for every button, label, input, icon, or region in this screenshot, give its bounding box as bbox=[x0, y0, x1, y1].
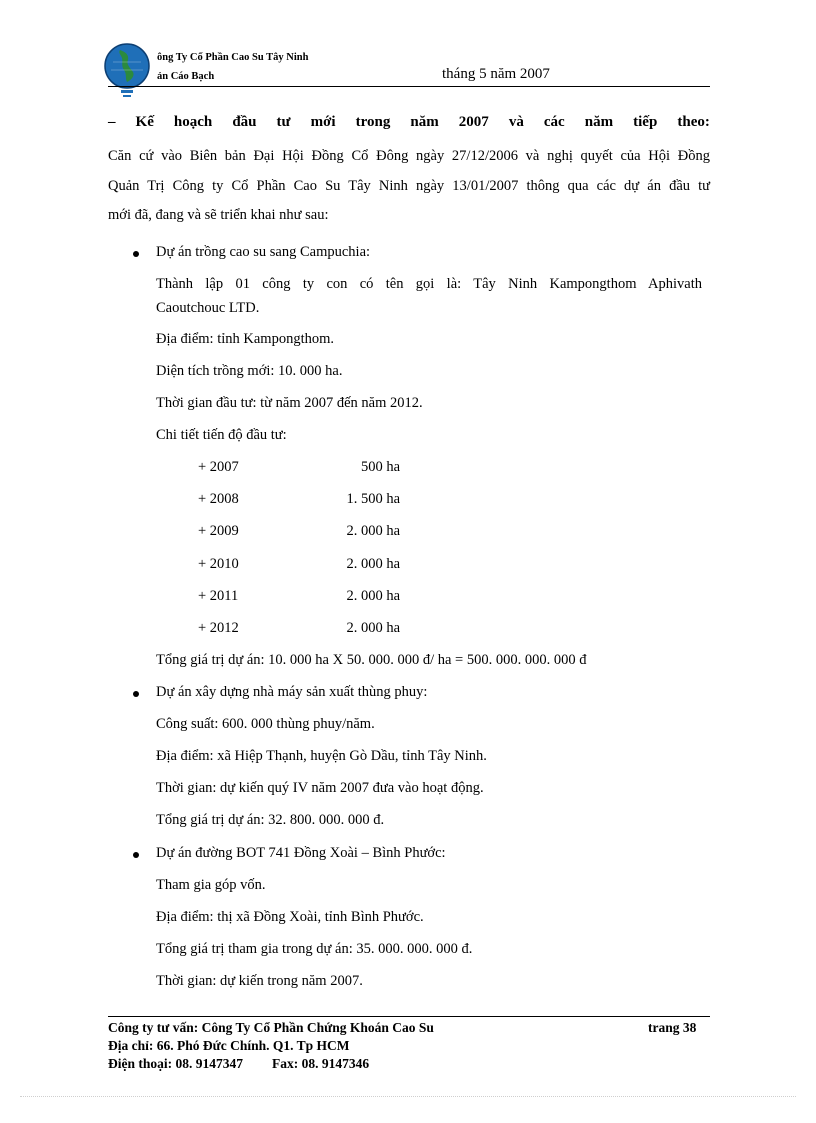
heading-word: năm bbox=[584, 114, 614, 130]
schedule-area: 1. 500 ha bbox=[346, 491, 400, 507]
project2-title: Dự án xây dựng nhà máy sản xuất thùng phuy: bbox=[156, 684, 428, 700]
heading-word: tiếp bbox=[633, 114, 658, 130]
project1-location: Địa điểm: tỉnh Kampongthom. bbox=[156, 331, 335, 347]
header-date: tháng 5 năm 2007 bbox=[442, 66, 550, 82]
footer-fax: Fax: 08. 9147346 bbox=[272, 1056, 370, 1071]
heading-dash: – bbox=[108, 114, 116, 130]
footer-phone: Điện thoại: 08. 9147347 bbox=[108, 1056, 243, 1071]
project3-time: Thời gian: dự kiến trong năm 2007. bbox=[156, 973, 363, 989]
schedule-year: + 2009 bbox=[198, 523, 239, 539]
project1-period: Thời gian đầu tư: từ năm 2007 đến năm 2012. bbox=[156, 395, 423, 411]
heading-word: và bbox=[508, 114, 524, 130]
project2-time: Thời gian: dự kiến quý IV năm 2007 đưa vào hoạt động. bbox=[156, 780, 484, 796]
project2-total: Tổng giá trị dự án: 32. 800. 000. 000 đ. bbox=[156, 812, 385, 828]
project1-line-1: Thành lập 01 công ty con có tên gọi là: Tây Ninh Kampongthom Aphivath bbox=[156, 276, 702, 292]
project1-total: Tổng giá trị dự án: 10. 000 ha X 50. 000. 000 đ/ ha = 500. 000. 000. 000 đ bbox=[156, 652, 587, 668]
schedule-area: 2. 000 ha bbox=[346, 620, 400, 636]
project3-total: Tổng giá trị tham gia trong dự án: 35. 000. 000. 000 đ. bbox=[156, 941, 473, 957]
schedule-area: 2. 000 ha bbox=[346, 556, 400, 572]
header-divider bbox=[108, 86, 710, 87]
heading-word: năm bbox=[410, 114, 439, 130]
heading-word: tư bbox=[276, 114, 291, 130]
heading-word: 2007 bbox=[458, 114, 489, 130]
footer-page-number: trang 38 bbox=[648, 1020, 697, 1035]
intro-line-3: mới đã, đang và sẽ triển khai như sau: bbox=[108, 207, 329, 223]
project1-area: Diện tích trồng mới: 10. 000 ha. bbox=[156, 363, 343, 379]
schedule-area: 500 ha bbox=[360, 459, 400, 475]
schedule-year: + 2011 bbox=[198, 588, 239, 604]
schedule-area: 2. 000 ha bbox=[346, 523, 400, 539]
bullet-icon bbox=[133, 251, 139, 257]
heading-word: trong bbox=[355, 114, 391, 130]
footer-consultant: Công ty tư vấn: Công Ty Cổ Phần Chứng Khoán Cao Su bbox=[108, 1020, 434, 1035]
heading-word: các bbox=[543, 114, 565, 130]
heading-word: đầu bbox=[232, 114, 257, 130]
header-company-name: ông Ty Cổ Phần Cao Su Tây Ninh bbox=[157, 52, 309, 63]
project3-title: Dự án đường BOT 741 Đồng Xoài – Bình Phước: bbox=[156, 845, 446, 861]
intro-line-1: Căn cứ vào Biên bản Đại Hội Đồng Cổ Đông ngày 27/12/2006 và nghị quyết của Hội Đồng bbox=[108, 148, 710, 164]
heading-word: hoạch bbox=[173, 114, 213, 130]
heading-word: theo: bbox=[677, 114, 710, 130]
bullet-icon bbox=[133, 691, 139, 697]
bullet-icon bbox=[133, 852, 139, 858]
schedule-year: + 2010 bbox=[198, 556, 239, 572]
page-bottom-edge bbox=[20, 1096, 796, 1097]
project3-participation: Tham gia góp vốn. bbox=[156, 877, 266, 893]
schedule-area: 2. 000 ha bbox=[346, 588, 400, 604]
footer-divider bbox=[108, 1016, 710, 1017]
schedule-year: + 2008 bbox=[198, 491, 239, 507]
header-document-title: ản Cáo Bạch bbox=[157, 71, 215, 82]
heading-word: mới bbox=[310, 114, 336, 130]
project1-schedule-label: Chi tiết tiến độ đầu tư: bbox=[156, 427, 287, 443]
schedule-year: + 2012 bbox=[198, 620, 239, 636]
project2-capacity: Công suất: 600. 000 thùng phuy/năm. bbox=[156, 716, 375, 732]
intro-line-2: Quản Trị Công ty Cổ Phần Cao Su Tây Ninh ngày 13/01/2007 thông qua các dự án đầu tư bbox=[108, 178, 710, 194]
heading-word: Kế bbox=[135, 114, 154, 130]
section-heading bbox=[108, 114, 710, 131]
project2-location: Địa điểm: xã Hiệp Thạnh, huyện Gò Dầu, tỉnh Tây Ninh. bbox=[156, 748, 487, 764]
project3-location: Địa điểm: thị xã Đồng Xoài, tỉnh Bình Phước. bbox=[156, 909, 424, 925]
footer-address: Địa chỉ: 66. Phó Đức Chính. Q1. Tp HCM bbox=[108, 1038, 350, 1053]
project1-title: Dự án trồng cao su sang Campuchia: bbox=[156, 244, 371, 260]
project1-line-2: Caoutchouc LTD. bbox=[156, 300, 260, 316]
company-logo-icon bbox=[103, 42, 151, 102]
schedule-year: + 2007 bbox=[198, 459, 239, 475]
